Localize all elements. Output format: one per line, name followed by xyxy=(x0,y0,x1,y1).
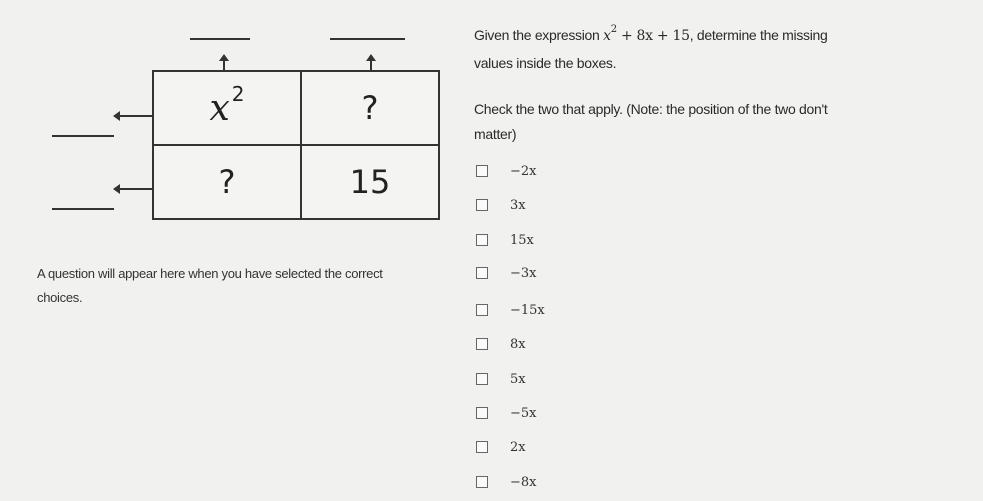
pending-question-note xyxy=(37,262,467,310)
option-neg-15x[interactable] xyxy=(476,301,545,319)
option-neg-8x[interactable] xyxy=(476,473,537,491)
note-line-1: A question will appear here when you have selected the correct xyxy=(37,266,383,281)
left-top-blank xyxy=(52,135,114,137)
option-label: 15x xyxy=(510,232,534,248)
cell-bottom-left: ? xyxy=(154,144,300,218)
cell-top-right: ? xyxy=(300,72,438,144)
option-label: −3x xyxy=(510,265,537,281)
question-line-2: values inside the boxes. xyxy=(474,55,617,71)
option-neg-2x[interactable] xyxy=(476,162,537,180)
checkbox[interactable] xyxy=(476,267,488,279)
option-neg-3x[interactable] xyxy=(476,264,537,282)
checkbox[interactable] xyxy=(476,476,488,488)
option-label: 3x xyxy=(510,197,526,213)
option-label: −8x xyxy=(510,474,537,490)
checkbox[interactable] xyxy=(476,304,488,316)
option-5x[interactable] xyxy=(476,370,526,388)
checkbox[interactable] xyxy=(476,373,488,385)
left-bottom-blank xyxy=(52,208,114,210)
top-left-blank xyxy=(190,38,250,40)
area-model-box xyxy=(152,70,440,220)
cell-bottom-right: 15 xyxy=(300,144,438,218)
option-3x[interactable] xyxy=(476,196,526,214)
checkbox[interactable] xyxy=(476,165,488,177)
option-8x[interactable] xyxy=(476,335,526,353)
option-label: −5x xyxy=(510,405,537,421)
option-label: 2x xyxy=(510,439,526,455)
question-expression: $x^2 + 8x + 15$ xyxy=(603,24,690,44)
note-line-2: choices. xyxy=(37,290,83,305)
checkbox[interactable] xyxy=(476,234,488,246)
instruction-line-2: matter) xyxy=(474,126,517,142)
option-neg-5x[interactable] xyxy=(476,404,537,422)
option-label: 8x xyxy=(510,336,526,352)
option-15x[interactable] xyxy=(476,231,534,249)
option-label: −15x xyxy=(510,302,545,318)
left-bottom-arrow xyxy=(120,188,152,190)
checkbox[interactable] xyxy=(476,199,488,211)
top-left-arrow xyxy=(223,60,225,70)
option-label: 5x xyxy=(510,371,526,387)
instruction-line-1: Check the two that apply. (Note: the position of the two don't xyxy=(474,101,828,117)
left-top-arrow xyxy=(120,115,152,117)
top-right-arrow xyxy=(370,60,372,70)
option-2x[interactable] xyxy=(476,438,526,456)
checkbox[interactable] xyxy=(476,407,488,419)
checkbox[interactable] xyxy=(476,441,488,453)
checkbox[interactable] xyxy=(476,338,488,350)
question-line-1: Given the expression $x^2 + 8x + 15$, determine the missing xyxy=(474,24,828,44)
option-label: −2x xyxy=(510,163,537,179)
cell-top-left: x 2 xyxy=(209,82,245,129)
top-right-blank xyxy=(330,38,405,40)
